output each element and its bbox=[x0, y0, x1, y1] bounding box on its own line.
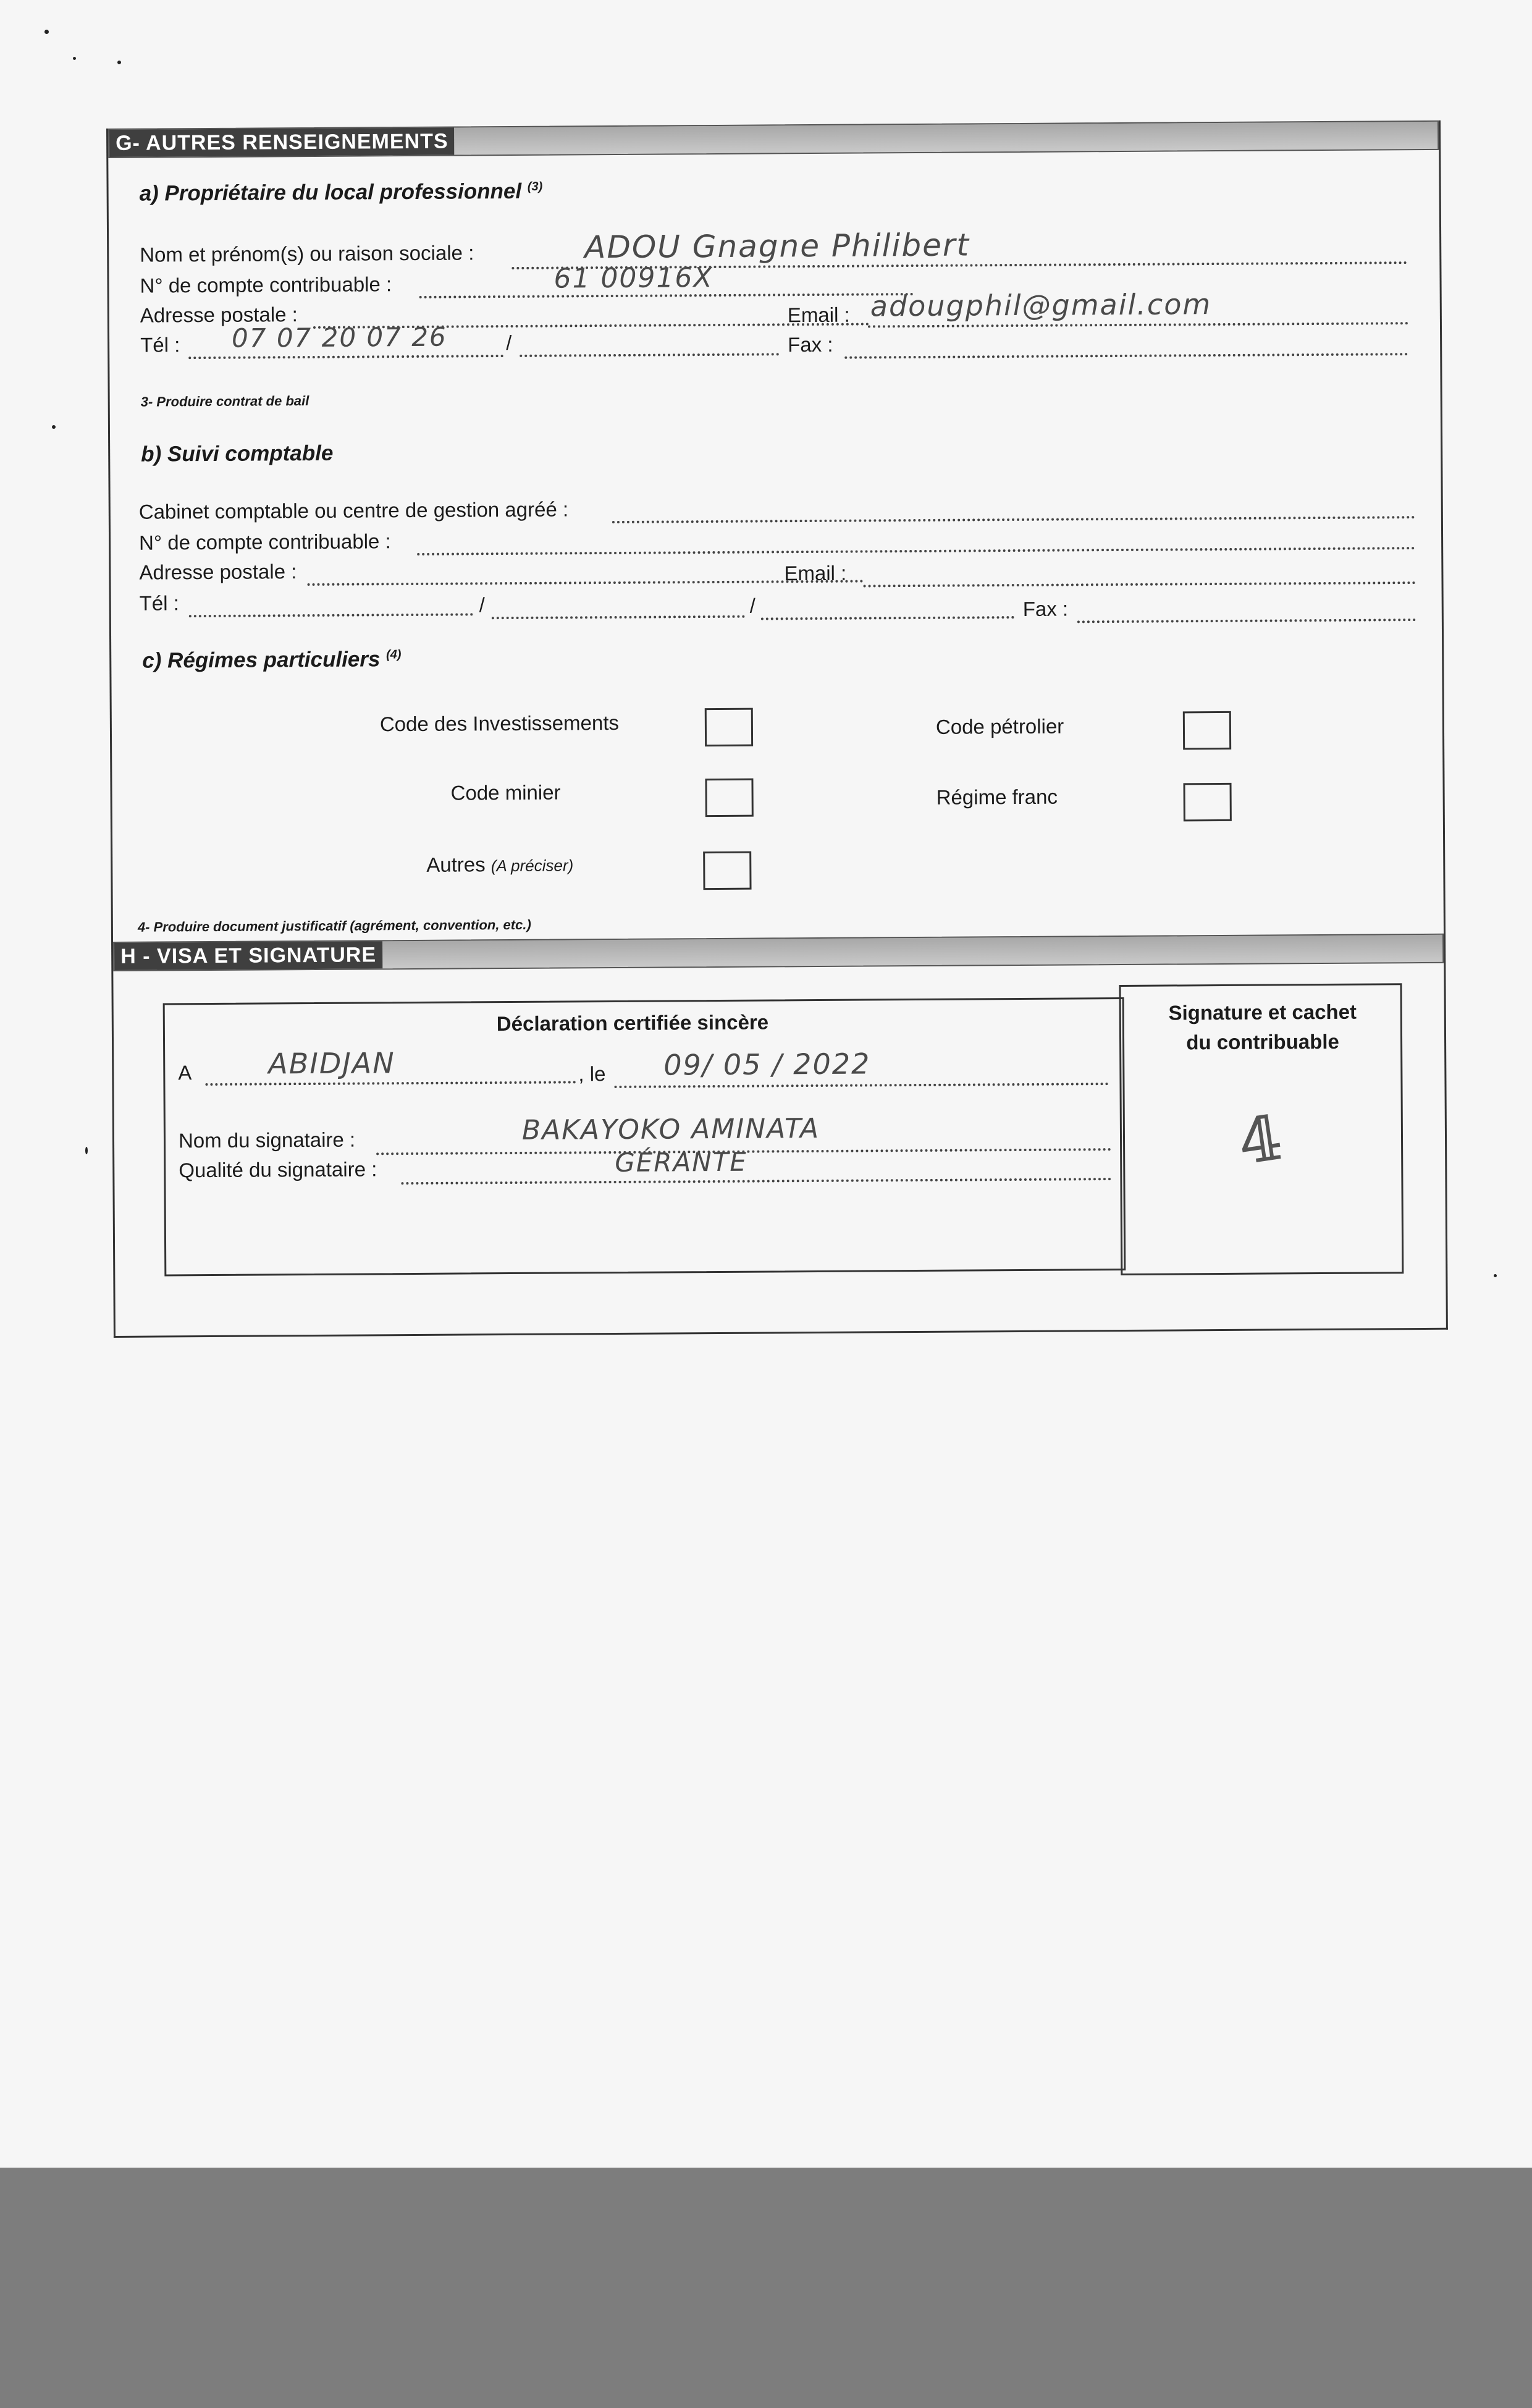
subsection-c-title: c) Régimes particuliers $^{(4)}$ bbox=[142, 647, 402, 673]
owner-fax-label: Fax : bbox=[788, 332, 833, 357]
owner-account-label: N° de compte contribuable : bbox=[140, 272, 392, 297]
owner-address-label: Adresse postale : bbox=[140, 303, 298, 327]
autres-label: Autres (A préciser) bbox=[426, 853, 574, 876]
owner-tel-line[interactable] bbox=[188, 355, 503, 359]
signatory-role-label: Qualité du signataire : bbox=[179, 1157, 377, 1182]
date-label: , le bbox=[578, 1062, 606, 1086]
signatory-name-label: Nom du signataire : bbox=[178, 1128, 356, 1152]
form-frame bbox=[106, 120, 1448, 1338]
code-investissements-label: Code des Investissements bbox=[379, 711, 620, 736]
declaration-title: Déclaration certifiée sincère bbox=[496, 1010, 769, 1036]
accountant-tel3-line[interactable] bbox=[761, 616, 1014, 620]
autres-checkbox[interactable] bbox=[703, 851, 751, 890]
owner-tel2-line[interactable] bbox=[520, 353, 779, 357]
owner-tel-slash: / bbox=[506, 331, 512, 355]
section-g-title: G- AUTRES RENSEIGNEMENTS bbox=[109, 128, 455, 157]
accountant-label: Cabinet comptable ou centre de gestion agréé : bbox=[138, 497, 569, 523]
scan-speck bbox=[1494, 1274, 1497, 1277]
owner-name-value: ADOU Gnagne Philibert bbox=[584, 227, 970, 266]
owner-email-label: Email : bbox=[787, 303, 850, 327]
code-petrolier-label: Code pétrolier bbox=[935, 714, 1064, 738]
accountant-tel-slash1: / bbox=[479, 593, 486, 617]
place-label: A bbox=[178, 1061, 192, 1084]
accountant-address-label: Adresse postale : bbox=[139, 560, 297, 584]
code-investissements-checkbox[interactable] bbox=[705, 708, 753, 746]
section-h-title: H - VISA ET SIGNATURE bbox=[114, 941, 382, 970]
scan-speck bbox=[73, 57, 76, 60]
owner-email-line[interactable] bbox=[868, 322, 1408, 327]
accountant-fax-label: Fax : bbox=[1022, 597, 1069, 620]
subsection-a-title: a) Propriétaire du local professionnel $^{(3)}$ bbox=[139, 179, 543, 206]
signatory-role-value: GÉRANTE bbox=[615, 1146, 747, 1178]
owner-email-value: adougphil@gmail.com bbox=[870, 287, 1212, 323]
owner-name-label: Nom et prénom(s) ou raison sociale : bbox=[140, 241, 474, 266]
owner-tel-value: 07 07 20 07 26 bbox=[231, 321, 447, 353]
regime-franc-label: Régime franc bbox=[936, 785, 1058, 809]
accountant-tel-slash2: / bbox=[749, 594, 756, 617]
code-minier-label: Code minier bbox=[450, 780, 561, 805]
note-4: 4- Produire document justificatif (agrément, convention, etc.) bbox=[137, 916, 531, 935]
regime-franc-checkbox[interactable] bbox=[1184, 783, 1232, 821]
accountant-tel-label: Tél : bbox=[139, 591, 179, 615]
accountant-line[interactable] bbox=[612, 516, 1415, 523]
accountant-tel2-line[interactable] bbox=[492, 615, 745, 620]
subsection-b-title: b) Suivi comptable bbox=[141, 441, 334, 467]
accountant-email-line[interactable] bbox=[864, 581, 1416, 587]
scan-speck bbox=[117, 61, 121, 64]
owner-account-value: 61 00916X bbox=[553, 262, 713, 295]
owner-fax-line[interactable] bbox=[844, 353, 1408, 359]
code-petrolier-checkbox[interactable] bbox=[1183, 711, 1231, 750]
accountant-address-line[interactable] bbox=[308, 580, 864, 586]
signatory-name-value: BAKAYOKO AMINATA bbox=[521, 1112, 820, 1146]
section-h-header bbox=[113, 934, 1444, 971]
scan-speck bbox=[52, 425, 56, 429]
scan-speck bbox=[44, 30, 49, 34]
section-g-header bbox=[108, 120, 1439, 158]
signature-title: Signature et cachet du contribuable bbox=[1168, 1000, 1357, 1054]
accountant-fax-line[interactable] bbox=[1077, 619, 1416, 623]
code-minier-checkbox[interactable] bbox=[705, 779, 753, 817]
handwritten-signature: 𝟜 bbox=[1233, 1101, 1287, 1180]
accountant-account-line[interactable] bbox=[417, 547, 1415, 556]
note-3: 3- Produire contrat de bail bbox=[140, 393, 309, 410]
owner-tel-label: Tél : bbox=[140, 333, 180, 357]
accountant-account-label: N° de compte contribuable : bbox=[138, 530, 391, 554]
date-value: 09/ 05 / 2022 bbox=[663, 1047, 871, 1082]
accountant-email-label: Email : bbox=[784, 561, 847, 585]
place-value: ABIDJAN bbox=[268, 1046, 395, 1081]
accountant-tel-line[interactable] bbox=[189, 613, 473, 617]
scan-speck bbox=[85, 1147, 88, 1154]
